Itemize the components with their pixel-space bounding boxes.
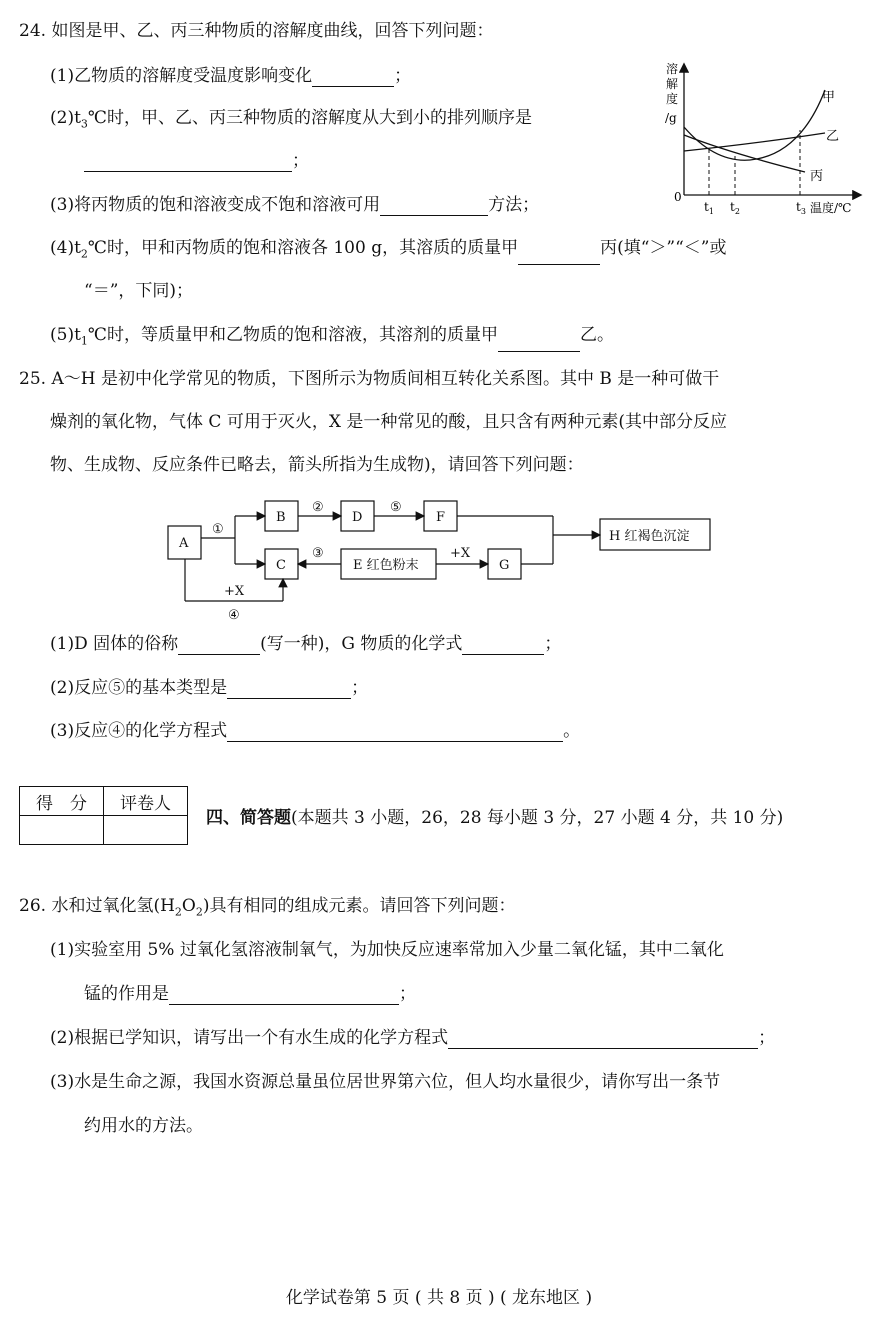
graph-ylabel-2: 解	[666, 77, 679, 91]
q25-part3-text: (3)反应④的化学方程式	[50, 721, 228, 741]
q24-part2-end: ；	[292, 151, 309, 171]
q24-part4-blank[interactable]	[518, 246, 600, 265]
q26-stem-c: )具有相同的组成元素。请回答下列问题：	[202, 896, 516, 916]
q24-part5-sub: 1	[80, 334, 88, 348]
q26-part1-end: ；	[399, 984, 416, 1004]
q24-part2-blank[interactable]	[84, 153, 292, 172]
q25-part3-end: 。	[563, 721, 581, 741]
label-F: F	[436, 510, 446, 525]
q24-part5-a: (5)t	[50, 325, 81, 345]
section4-title: 四、简答题	[206, 808, 291, 828]
q26-part1-blank[interactable]	[169, 986, 399, 1005]
q26-stem-sub2: 2	[195, 905, 203, 919]
q24-part3-end: 方法；	[488, 195, 540, 215]
q24-part4-line2: “＝”，下同)；	[84, 281, 194, 301]
reaction-5: ⑤	[390, 500, 402, 515]
grader-cell[interactable]	[104, 816, 188, 845]
q26-part3-line1: (3)水是生命之源，我国水资源总量虽位居世界第六位，但人均水量很少，请你写出一条节	[50, 1072, 721, 1092]
grader-header: 评卷人	[104, 787, 188, 816]
q26-stem-sub1: 2	[174, 905, 182, 919]
q26-part3-line2: 约用水的方法。	[84, 1116, 203, 1136]
q24-part4-a: (4)t	[50, 238, 81, 258]
label-A: A	[179, 536, 189, 551]
reaction-2: ②	[312, 500, 324, 515]
reaction-4: ④	[228, 608, 240, 623]
q24-part1-end: ；	[394, 66, 412, 86]
q24-part5-b: ℃时，等质量甲和乙物质的饱和溶液，其溶剂的质量甲	[87, 325, 498, 345]
q26-part2	[50, 1027, 775, 1049]
label-D: D	[352, 510, 363, 525]
q24-part4	[50, 237, 726, 265]
q26-part1-line2	[84, 983, 416, 1005]
section4-desc: (本题共 3 小题，26，28 每小题 3 分，27 小题 4 分，共 10 分)	[291, 808, 784, 828]
q26-part1-text: 锰的作用是	[84, 984, 169, 1004]
graph-ylabel-1: 溶	[666, 62, 679, 76]
q24-stem: 24. 如图是甲、乙、丙三种物质的溶解度曲线，回答下列问题：	[19, 21, 494, 41]
q24-part2-line2	[84, 150, 309, 172]
q24-part5-blank[interactable]	[498, 333, 580, 352]
solubility-graph	[660, 55, 870, 225]
q25-part2-end: ；	[351, 678, 369, 698]
q26-part2-text: (2)根据已学知识，请写出一个有水生成的化学方程式	[50, 1028, 449, 1048]
section4-heading	[206, 807, 783, 829]
curve-jia	[684, 90, 825, 160]
q24-part2-a: (2)t	[50, 108, 81, 128]
q24-part1-blank[interactable]	[312, 68, 394, 87]
page-footer: 化学试卷第 5 页 ( 共 8 页 ) ( 龙东地区 )	[285, 1288, 593, 1308]
q26-stem-b: O	[181, 896, 196, 916]
graph-ylabel-3: 度	[666, 92, 679, 106]
q25-part2-blank[interactable]	[227, 680, 351, 699]
q25-part1-end: ；	[544, 634, 562, 654]
q26-part1-line1: (1)实验室用 5% 过氧化氢溶液制氧气，为加快反应速率常加入少量二氧化锰，其中二氧化	[50, 940, 724, 960]
label-B: B	[276, 510, 286, 525]
q24-part5-c: 乙。	[579, 325, 614, 345]
plus-x-eg: +X	[450, 546, 471, 561]
curve-label-bing: 丙	[810, 169, 824, 184]
q24-part1	[50, 65, 411, 87]
reaction-3: ③	[312, 546, 324, 561]
q24-part5	[50, 324, 614, 352]
graph-tick-t3: $t_3$	[796, 200, 806, 216]
q24-part4-b: ℃时，甲和丙物质的饱和溶液各 100 g，其溶质的质量甲	[87, 238, 519, 258]
score-header: 得 分	[20, 787, 104, 816]
score-cell[interactable]	[20, 816, 104, 845]
q25-part1-b: (写一种)，G 物质的化学式	[260, 634, 463, 654]
q25-part2	[50, 677, 368, 699]
q26-part2-blank[interactable]	[448, 1030, 758, 1049]
q24-part4-sub: 2	[80, 247, 88, 261]
q24-part2-b: ℃时，甲、乙、丙三种物质的溶解度从大到小的排列顺序是	[87, 108, 532, 128]
label-G: G	[499, 558, 510, 573]
q24-part3-blank[interactable]	[380, 197, 488, 216]
q25-part3	[50, 720, 580, 742]
curve-label-yi: 乙	[826, 129, 840, 144]
q25-part1-blank1[interactable]	[178, 636, 260, 655]
graph-origin: 0	[674, 190, 682, 204]
q24-part4-c: 丙(填“＞”“＜”或	[600, 238, 727, 258]
curve-yi	[684, 133, 825, 151]
curve-label-jia: 甲	[822, 90, 836, 105]
q26-stem-a: 26. 水和过氧化氢(H	[19, 896, 175, 916]
q24-part2-sub: 3	[80, 117, 88, 131]
q26-part2-end: ；	[758, 1028, 776, 1048]
graph-ylabel-4: /g	[665, 111, 677, 125]
q25-part1-a: (1)D 固体的俗称	[50, 634, 179, 654]
label-E: E 红色粉末	[353, 558, 419, 573]
graph-tick-t2: $t_2$	[730, 200, 740, 216]
q25-line3: 物、生成物、反应条件已略去，箭头所指为生成物)，请回答下列问题：	[50, 455, 584, 475]
graph-tick-t1: $t_1$	[704, 200, 714, 216]
label-C: C	[276, 558, 286, 573]
q24-part3	[50, 194, 539, 216]
reaction-diagram	[160, 495, 720, 625]
q24-part2	[50, 107, 532, 135]
q25-part2-text: (2)反应⑤的基本类型是	[50, 678, 228, 698]
curve-bing	[684, 135, 805, 172]
plus-x-ac: +X	[224, 584, 245, 599]
reaction-1: ①	[212, 522, 224, 537]
q24-part1-text: (1)乙物质的溶解度受温度影响变化	[50, 66, 313, 86]
q25-line1: 25. A～H 是初中化学常见的物质，下图所示为物质间相互转化关系图。其中 B 是一种可做干	[19, 369, 720, 389]
q25-line2: 燥剂的氧化物，气体 C 可用于灭火，X 是一种常见的酸，且只含有两种元素(其中部分反应	[50, 412, 727, 432]
score-table	[19, 786, 188, 845]
graph-xlabel: 温度/℃	[810, 201, 852, 215]
label-H: H 红褐色沉淀	[609, 529, 690, 544]
q26-stem	[19, 895, 515, 923]
q24-part3-text: (3)将丙物质的饱和溶液变成不饱和溶液可用	[50, 195, 381, 215]
q25-part3-blank[interactable]	[227, 723, 563, 742]
q25-part1	[50, 633, 561, 655]
q25-part1-blank2[interactable]	[462, 636, 544, 655]
